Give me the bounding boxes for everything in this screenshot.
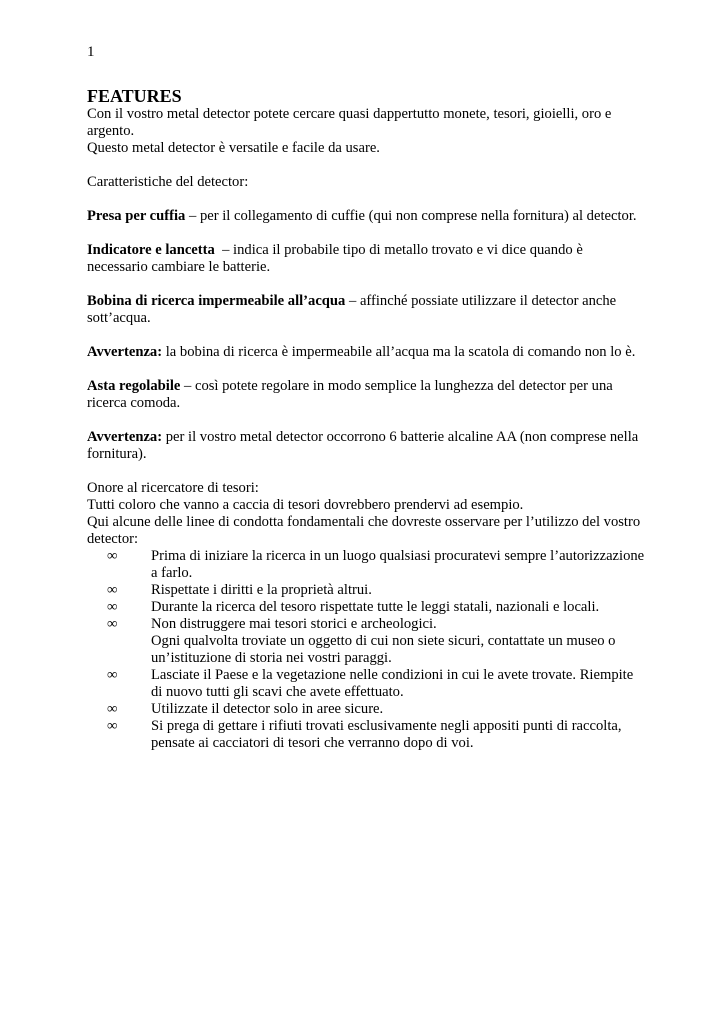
feature-term: Indicatore e lancetta [87, 242, 215, 258]
list-item-note: Ogni qualvolta troviate un oggetto di cui non siete sicuri, contattate un museo o un’istituzione di storia nei vostri paraggi. [151, 633, 616, 666]
infinity-bullet-icon: ∞ [107, 582, 118, 598]
list-item-text: Rispettate i diritti e la proprietà altrui. [151, 582, 372, 598]
feature-text: – per il collegamento di cuffie (qui non comprese nella fornitura) al detector. [185, 208, 637, 224]
list-item-text: Durante la ricerca del tesoro rispettate tutte le leggi statali, nazionali e locali. [151, 599, 600, 615]
infinity-bullet-icon: ∞ [107, 548, 118, 564]
spacer [87, 276, 647, 293]
feature-text: – così potete regolare in modo semplice la lunghezza del detector per una ricerca comoda. [87, 378, 613, 411]
infinity-bullet-icon: ∞ [107, 599, 118, 615]
list-item [87, 582, 647, 599]
features-heading: Caratteristiche del detector: [87, 174, 249, 190]
infinity-bullet-icon: ∞ [107, 718, 118, 734]
warning-text: la bobina di ricerca è impermeabile all’acqua ma la scatola di comando non lo è. [162, 344, 636, 360]
feature-paragraph [87, 208, 647, 225]
feature-paragraph [87, 293, 647, 327]
infinity-bullet-icon: ∞ [107, 701, 118, 717]
list-item [87, 616, 647, 667]
page-title: FEATURES [87, 86, 182, 106]
spacer [87, 412, 647, 429]
feature-term: Presa per cuffia [87, 208, 186, 224]
intro-paragraph: Questo metal detector è versatile e facile da usare. [87, 140, 380, 156]
spacer [87, 463, 647, 480]
list-item-text: Prima di iniziare la ricerca in un luogo qualsiasi procuratevi sempre l’autorizzazione a farlo. [151, 548, 645, 581]
infinity-bullet-icon: ∞ [107, 667, 118, 683]
feature-text: – affinché possiate utilizzare il detector anche sott’acqua. [87, 293, 617, 326]
intro-paragraph: Con il vostro metal detector potete cercare quasi dappertutto monete, tesori, gioielli, oro e argento. [87, 106, 612, 139]
list-item-text: Non distruggere mai tesori storici e archeologici. [151, 616, 437, 632]
spacer [87, 327, 647, 344]
warning-paragraph [87, 344, 647, 361]
list-item-text: Lasciate il Paese e la vegetazione nelle condizioni in cui le avete trovate. Riempite di nuovo tutti gli scavi che avete effettuato. [151, 667, 634, 700]
feature-paragraph [87, 378, 647, 412]
warning-term: Avvertenza: [87, 429, 163, 445]
list-item [87, 599, 647, 616]
list-item [87, 548, 647, 582]
warning-paragraph [87, 429, 647, 463]
feature-paragraph [87, 242, 647, 276]
list-item-text: Si prega di gettare i rifiuti trovati esclusivamente negli appositi punti di raccolta, pensate ai cacciatori di tesori che verranno dopo di voi. [151, 718, 622, 751]
feature-term: Bobina di ricerca impermeabile all’acqua [87, 293, 346, 309]
spacer [87, 225, 647, 242]
honor-paragraph: Qui alcune delle linee di condotta fondamentali che dovreste osservare per l’utilizzo del vostro detector: [87, 514, 641, 547]
list-item-text: Utilizzate il detector solo in aree sicure. [151, 701, 384, 717]
list-item [87, 718, 647, 752]
list-item [87, 667, 647, 701]
honor-heading: Onore al ricercatore di tesori: [87, 480, 259, 496]
honor-paragraph: Tutti coloro che vanno a caccia di tesori dovrebbero prendervi ad esempio. [87, 497, 524, 513]
spacer [87, 361, 647, 378]
page-number: 1 [87, 44, 95, 60]
list-item [87, 701, 647, 718]
feature-term: Asta regolabile [87, 378, 181, 394]
spacer [87, 191, 647, 208]
warning-term: Avvertenza: [87, 344, 163, 360]
infinity-bullet-icon: ∞ [107, 616, 118, 632]
document-body [87, 86, 647, 752]
rules-list [87, 548, 647, 752]
spacer [87, 157, 647, 174]
feature-text: – indica il probabile tipo di metallo trovato e vi dice quando è necessario cambiare le batterie. [87, 242, 587, 275]
warning-text: per il vostro metal detector occorrono 6 batterie alcaline AA (non comprese nella fornitura). [87, 429, 639, 462]
